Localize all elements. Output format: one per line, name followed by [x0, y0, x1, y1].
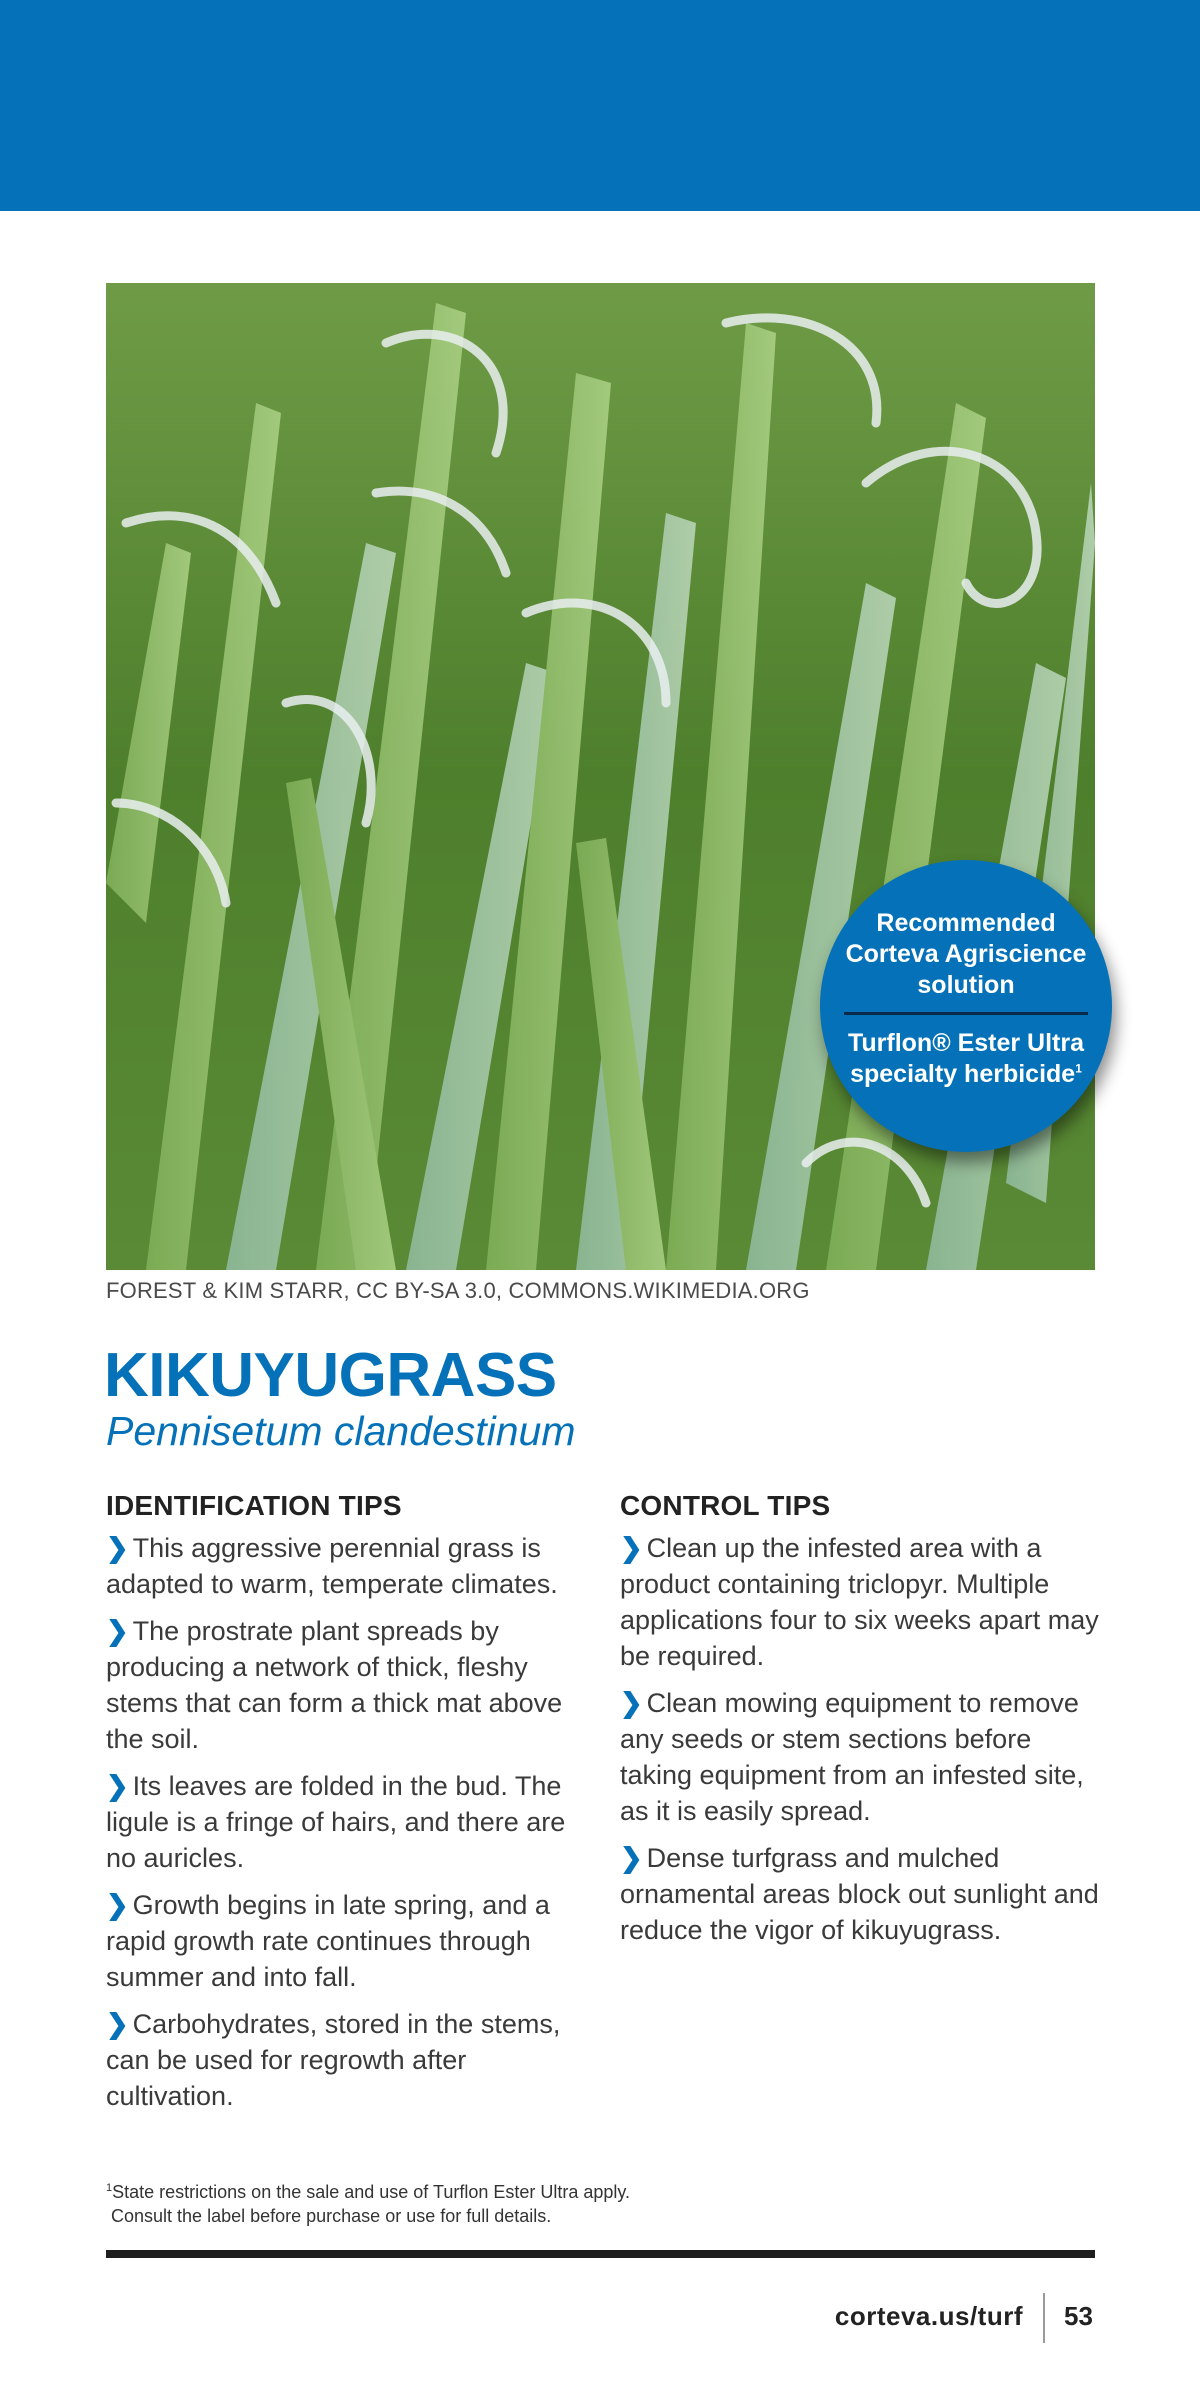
identification-tips-section: [106, 1490, 576, 2125]
control-tips-heading: CONTROL TIPS: [620, 1490, 831, 1521]
badge-divider: [844, 1012, 1088, 1015]
badge-product: [842, 1028, 1090, 1090]
identification-tips-heading: IDENTIFICATION TIPS: [106, 1490, 402, 1521]
header-band: [0, 0, 1200, 211]
badge-heading: Recommended Corteva Agriscience solution: [845, 909, 1087, 999]
list-item: ❯ This aggressive perennial grass is adapted to warm, temperate climates.: [106, 1530, 576, 1602]
chevron-right-icon: ❯: [106, 1533, 129, 1563]
footer-divider: [106, 2250, 1095, 2258]
recommended-solution-badge: [820, 860, 1112, 1152]
page-title: KIKUYUGRASS: [104, 1341, 557, 1410]
chevron-right-icon: ❯: [620, 1533, 643, 1563]
chevron-right-icon: ❯: [106, 1890, 129, 1920]
scientific-name: Pennisetum clandestinum: [106, 1408, 576, 1454]
list-item: ❯ Clean up the infested area with a product containing triclopyr. Multiple applications four to six weeks apart may be required.: [620, 1530, 1100, 1674]
list-item: ❯ Dense turfgrass and mulched ornamental areas block out sunlight and reduce the vigor of kikuyugrass.: [620, 1840, 1100, 1948]
chevron-right-icon: ❯: [620, 1688, 643, 1718]
list-item: ❯ Its leaves are folded in the bud. The ligule is a fringe of hairs, and there are no auricles.: [106, 1768, 576, 1876]
badge-product-name: Turflon® Ester Ultra specialty herbicide: [847, 1029, 1085, 1088]
chevron-right-icon: ❯: [620, 1843, 643, 1873]
footnote-line-2: Consult the label before purchase or use for full details.: [111, 2206, 552, 2226]
identification-tips-list: [106, 1530, 576, 2114]
list-item: ❯ Clean mowing equipment to remove any seeds or stem sections before taking equipment from an infested site, as it is easily spread.: [620, 1685, 1100, 1829]
list-item: ❯ The prostrate plant spreads by producing a network of thick, fleshy stems that can form a thick mat above the soil.: [106, 1613, 576, 1757]
footnote-line-1: $^1$State restrictions on the sale and use of Turflon Ester Ultra apply.: [106, 2182, 631, 2202]
footer-separator: [1043, 2293, 1045, 2343]
page-number: 53: [1064, 2301, 1093, 2331]
control-tips-list: [620, 1530, 1100, 1948]
footer-website-link[interactable]: corteva.us/turf: [834, 2301, 1023, 2331]
photo-credit: FOREST & KIM STARR, CC BY-SA 3.0, COMMONS.WIKIMEDIA.ORG: [106, 1278, 810, 1303]
list-item: ❯ Carbohydrates, stored in the stems, can be used for regrowth after cultivation.: [106, 2006, 576, 2114]
badge-footnote-marker: 1: [1075, 1061, 1082, 1076]
chevron-right-icon: ❯: [106, 2009, 129, 2039]
footnote: [106, 2176, 630, 2228]
chevron-right-icon: ❯: [106, 1771, 129, 1801]
control-tips-section: [620, 1490, 1100, 1959]
list-item: ❯ Growth begins in late spring, and a rapid growth rate continues through summer and into fall.: [106, 1887, 576, 1995]
chevron-right-icon: ❯: [106, 1616, 129, 1646]
